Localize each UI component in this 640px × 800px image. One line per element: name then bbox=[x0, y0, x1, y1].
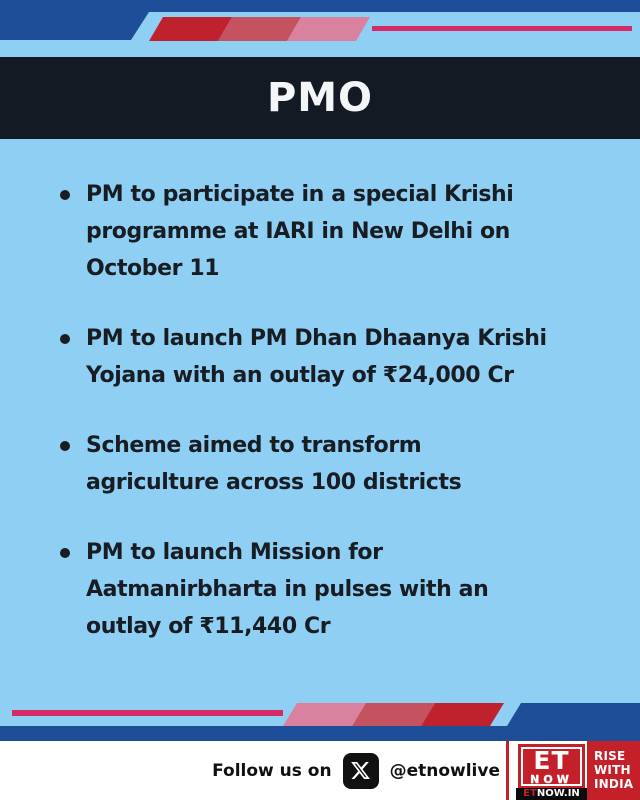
bullet-text bbox=[86, 534, 488, 645]
bullet-line: Scheme aimed to transform bbox=[86, 433, 422, 458]
list-item bbox=[60, 427, 600, 501]
twitter-handle: @etnowlive bbox=[389, 760, 500, 781]
top-pink-accent-line bbox=[372, 26, 632, 31]
bullet-text bbox=[86, 427, 461, 501]
bullet-line: outlay of ₹11,440 Cr bbox=[86, 614, 331, 639]
bullet-text bbox=[86, 176, 513, 287]
list-item bbox=[60, 534, 600, 645]
tagline-line: RISE bbox=[594, 749, 626, 763]
social-follow-group bbox=[212, 741, 500, 800]
now-logo-text: NOW bbox=[530, 772, 573, 786]
bullet-dot bbox=[60, 190, 70, 200]
bullet-line: agriculture across 100 districts bbox=[86, 470, 462, 495]
x-twitter-icon bbox=[343, 753, 379, 789]
site-url-et: ET bbox=[523, 788, 537, 799]
bullet-line: October 11 bbox=[86, 256, 220, 281]
et-now-logo-frame bbox=[521, 747, 582, 786]
bullet-line: PM to launch Mission for bbox=[86, 540, 383, 565]
list-item bbox=[60, 176, 600, 287]
bullet-line: PM to launch PM Dhan Dhaanya Krishi bbox=[86, 326, 547, 351]
tagline-line: WITH bbox=[594, 763, 631, 777]
bottom-ribbon-decoration bbox=[0, 698, 640, 741]
page-title: PMO bbox=[266, 75, 374, 121]
bullet-dot bbox=[60, 441, 70, 451]
bullet-text bbox=[86, 320, 547, 394]
footer-bar bbox=[0, 741, 640, 800]
bottom-ribbon-mid-red-segment bbox=[352, 703, 435, 726]
top-ribbon-dark-red-segment bbox=[149, 17, 232, 41]
top-ribbon-decoration bbox=[0, 0, 640, 46]
etnow-site-bar bbox=[516, 788, 587, 800]
list-item bbox=[60, 320, 600, 394]
tagline-line: INDIA bbox=[594, 777, 634, 791]
bottom-ribbon-pink-segment bbox=[283, 703, 366, 726]
bullet-dot bbox=[60, 548, 70, 558]
x-logo-glyph bbox=[350, 760, 371, 781]
bullet-dot bbox=[60, 334, 70, 344]
rise-with-india-tagline bbox=[587, 741, 640, 800]
top-ribbon-pink-segment bbox=[287, 17, 370, 41]
red-divider bbox=[506, 741, 509, 800]
top-ribbon-mid-red-segment bbox=[218, 17, 301, 41]
site-url-rest: NOW.IN bbox=[536, 788, 580, 799]
bottom-pink-accent-line bbox=[12, 710, 283, 716]
title-bar bbox=[0, 57, 640, 139]
follow-us-label: Follow us on bbox=[212, 760, 332, 781]
bottom-ribbon-dark-red-segment bbox=[421, 703, 504, 726]
bullet-line: PM to participate in a special Krishi bbox=[86, 182, 514, 207]
bullet-list bbox=[60, 176, 600, 678]
bullet-line: programme at IARI in New Delhi on bbox=[86, 219, 510, 244]
et-now-logo bbox=[518, 744, 585, 789]
bullet-line: Aatmanirbharta in pulses with an bbox=[86, 577, 489, 602]
et-logo-text: ET bbox=[533, 745, 570, 775]
bullet-line: Yojana with an outlay of ₹24,000 Cr bbox=[86, 363, 514, 388]
